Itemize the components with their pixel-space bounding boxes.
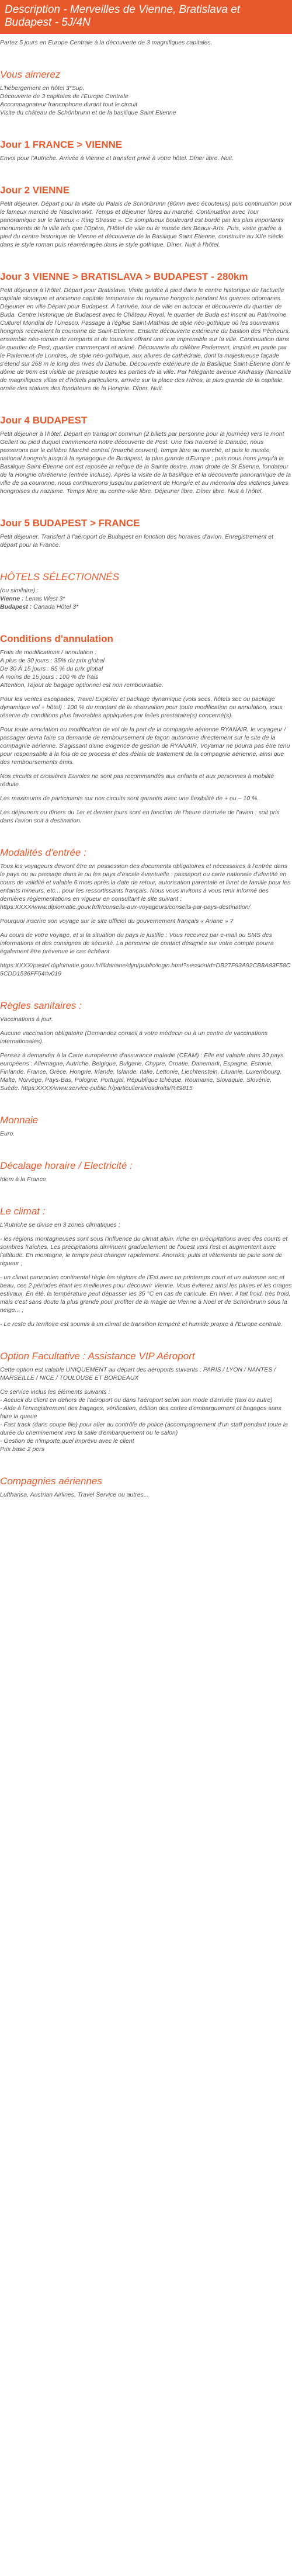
day-heading-2: Jour 2 VIENNE [0,185,70,196]
page-title: Description - Merveilles de Vienne, Bratislava et Budapest - 5J/4N [5,4,241,29]
intro-text: Partez 5 jours en Europe Centrale à la découverte de 3 magnifiques capitales. [0,39,213,46]
health-paragraph: Pensez à demander à la Carte européenne d'assurance maladie (CEAM) : Elle est valable dans 30 pays européens : Allemagne, Autriche, Belgique, Bulgarie, Chypre, Croatie, Danemark, Espagne, Estonie, Finlande, France, Grèce, Hongrie, Irlande, Islande, Italie, Lettonie, Liechtenstein, Lituanie, Luxembourg, Malte, Norvège, Pays-Bas, Pologne, Portugal, République tchèque, Roumanie, Slovaquie, Slovénie, Suède. https:XXXX/www.service-public.fr/particuliers/vosdroits/R49815 [0,1052,284,1092]
vip-service-item: - Accueil du client en dehors de l'aéroport ou dans l'aéroport selon son mode d'arrivée (taxi ou autre) [0,1397,273,1404]
fee-line: A plus de 30 jours : 35% du prix global [0,657,105,664]
cancellation-paragraph: Nos circuits et croisières Euvoles ne sont pas recommandés aux enfants et aux personnes à mobilité réduite. [0,773,274,788]
day-text-5: Petit déjeuner. Transfert à l'aéroport de Budapest en fonction des horaires d'avion. Enregistrement et départ pour la France. [0,533,274,548]
cancellation-fees [0,648,292,689]
climate-paragraph: - un climat pannonien continental règle les régions de l'Est avec un printemps court et un automne sec et beau, ces 2 périodes étant les meilleures pour découvrir Vienne. Vous éviterez ainsi les pluies et les orages estivaux. En été, la température peut dépasser les 35 °C en cas de canicule. En hiver, il fait froid, très froid, mais c'est sans doute la plus grande pour profiter de la magie de Vienne à Noël et de Schönbrunn sous la neige... ; [0,1274,292,1314]
cancellation-paragraph: Les maximums de participants sur nos circuits sont garantis avec une flexibilité de + ou – 10 %. [0,795,259,802]
vip-paragraph: Cette option est valable UNIQUEMENT au départ des aéroports suivants : PARIS / LYON / NANTES / MARSEILLE / NICE / TOULOUSE ET BORDEAUX [0,1366,276,1381]
day-text-2: Petit déjeuner. Départ pour la visite du Palais de Schönbrunn (60mn avec écouteurs) puis continuation pour le fameux marché de Naschmarkt. Temps et déjeuner libres au marché. Continuation avec Tour panoramique sur le fameux « Ring Strasse ». Ce somptueux boulevard est bordé par les plus importants monuments de la ville tels que l'Opéra, l'Hôtel de ville ou le musée des Beaux-Arts. Puis, visite guidée à pied du centre historique de Vienne et découverte de la Basilique Saint Etienne, construite au XIIe siècle dans le style roman puis réaménagée dans le style gothique. Dîner. Nuit à l'hôtel. [0,200,292,248]
section-heading-climat: Le climat : [0,1206,46,1217]
timezone-text: Idem à la France [0,1176,46,1183]
day-text-3: Petit déjeuner à l'hôtel. Départ pour Bratislava. Visite guidée à pied dans le centre historique de l'actuelle capitale slovaque et ancienne capitale temporaire du royaume hongrois pendant les guerres ottomanes. Déjeuner en ville Départ pour Budapest. À l'arrivée, tour de ville en autocar et découverte du quartier de Buda. Centre historique de Budapest avec le Château Royal, le quartier de Buda est inscrit au Patrimoine Culturel Mondial de l'Unesco. Passage à l'église Saint-Mathias de style néo-gothique où les souverains hongrois recevaient la couronne de Saint-Etienne. Ensuite découverte extérieure du bastion des Pêcheurs, ensemble néo-roman de remparts et de tourelles offrant une vue imprenable sur la ville. Continuation dans le quartier de Pest, quartier commerçant et animé. Découverte du célèbre Parlement, inspiré en partie par le Parlement de Londres, de style néo-gothique, aux allures de cathédrale, dont la majestueuse façade s'étend sur 268 m le long des rives du Danube. Découverte extérieure de la Basilique Saint-Étienne dont le dôme de 96m est visible de presque toutes les parties de la ville. Par l'élégante avenue Andrassy (fiancaille de magnifiques villas et d'hôtels particuliers, arrivée sur la place des Héros, la plus grande de la capitale, ornée des statues des fondateurs de la Hongrie. Dîner. Nuit. [0,287,291,392]
health-paragraph: Vaccinations à jour. [0,1016,53,1023]
fee-line: Frais de modifications / annulation : [0,649,97,656]
climate-paragraph: - les régions montagneuses sont sous l'influence du climat alpin, riche en précipitations avec des courts et sombres fraîches. Les précipitations diminuent graduellement de l'ouest vers l'est et augmentent avec l'altitude. En montagne, le temps peut changer rapidement. Anoraks, pulls et vêtements de pluie sont de rigueur ; [0,1235,288,1267]
hotel-name: Lenas West 3* [25,595,65,602]
cancellation-paragraph: Les déjeuners ou dîners du 1er et dernier jours sont en fonction de l'heure d'arrivée de l'avion : soit pris dans l'avion soit à destination. [0,809,280,824]
section-heading-vip: Option Facultative : Assistance VIP Aéroport [0,1351,195,1362]
entry-paragraph: https:XXXX/pastel.diplomatie.gouv.fr/fildariane/dyn/public/login.html?sessionId=DB27F93A92CB8A83F58C5CDD1536FF54#v019 [0,962,291,977]
health-paragraph: Aucune vaccination obligatoire (Demandez conseil à votre médecin ou à un centre de vaccinations internationales). [0,1030,268,1045]
day-heading-5: Jour 5 BUDAPEST > FRANCE [0,518,140,529]
hotels-note: (ou similaire) : [0,587,39,594]
highlights-list [0,84,292,117]
day-heading-1: Jour 1 FRANCE > VIENNE [0,139,123,150]
hotel-name: Canada Hôtel 3* [33,603,79,610]
highlight-item: L'hébergement en hôtel 3*Sup. [0,85,85,92]
title-banner [0,0,292,34]
vip-price: Prix base 2 pers [0,1446,44,1453]
vip-services-intro: Ce service inclus les éléments suivants : [0,1388,110,1395]
climate-paragraph: L'Autriche se divise en 3 zones climatiques : [0,1221,120,1228]
vip-service-item: - Aide à l'enregistrement des bagages, vérification, édition des cartes d'embarquement et bagages sans faire la queue [0,1405,281,1420]
airlines-text: Lufthansa, Austrian Airlines, Travel Service ou autres... [0,1491,149,1498]
day-text-4: Petit déjeuner à l'hôtel. Départ en transport commun (2 billets par personne pour la journée) vers le mont Gellert ou pied duquel commencera notre découverte de Pest. Une fois traversé le Danube, nous passerons par le célèbre Marché central (marché couvert), temps libre au marché, et puis le musée national hongrois jusqu'à la synagogue de Budapest, la plus grande d'Europe ; puis nous irons jusqu'à la Basilique Saint-Étienne ont est reposée la relique de la Sainte dextre, main droite de St Étienne, fondateur de la Hongrie chrétienne (entrée incluse). Après la visite de la basilique et la découverte panoramique de la ville de sa couronne, nous continuerons jusqu'au parlement de Hongrie et au mémorial des victimes juives hongroises du nazisme. Temps libre au centre-ville libre. Déjeuner libre. Dîner libre. Nuit à l'hôtel. [0,431,291,495]
section-heading-annulation: Conditions d'annulation [0,633,113,644]
section-heading-decalage: Décalage horaire / Electricité : [0,1160,133,1171]
vip-services [0,1388,292,1453]
vip-service-item: - Gestion de n'importe quel imprévu avec le client [0,1438,134,1445]
description-content [0,39,292,1499]
currency-text: Euro. [0,1130,15,1137]
climate-paragraph: - Le reste du territoire est soumis à un climat de transition tempéré et humide propre à l'Europe centrale. [0,1321,283,1328]
section-heading-compagnies: Compagnies aériennes [0,1476,102,1487]
fee-line: Attention, l'ajout de bagage optionnel est non remboursable. [0,682,164,689]
day-heading-4: Jour 4 BUDAPEST [0,415,88,426]
section-heading-vous-aimerez: Vous aimerez [0,69,61,80]
hotel-vienne [0,595,292,603]
hotels-list [0,586,292,611]
entry-paragraph: Tous les voyageurs devront être en possession des documents obligatoires et nécessaires à l'entrée dans le pays ou au passage dans le ou les pays d'escale éventuelle : passeport ou carte nationale d'identité en cours de validité et valable 6 mois après la date de retour, autorisation parentale et livret de famille pour les enfants mineurs, etc... pour les ressortissants français. Nous vous invitons à vous tenir informé des dernières réglementations en vigueur en consultant le site suivant : https:XXXX/www.diplomatie.gouv.fr/fr/conseils-aux-voyageurs/conseils-par-pays-destination/ [0,863,291,911]
highlight-item: Accompagnateur francophone durant tout le circuit [0,101,138,108]
hotel-city-label: Budapest : [0,603,34,610]
day-heading-3: Jour 3 VIENNE > BRATISLAVA > BUDAPEST - 280km [0,271,248,282]
hotel-city-label: Vienne : [0,595,26,602]
section-heading-modalites: Modalités d'entrée : [0,847,86,858]
cancellation-paragraph: Pour les ventes escapades, Travel Explorer et package dynamique (vols secs, hôtels sec ou package dynamique vol + hôtel) : 100 % du montant de la réservation pour toute modification ou annulation, sous réserve de conditions plus favorables appliquées par le/les prestataire(s) concerné(s). [0,696,283,719]
cancellation-paragraph: Pour toute annulation ou modification de vol de la part de la compagnie aérienne RYANAIR, le voyageur / passager devra faire sa demande de remboursement de façon autonome directement sur le site de la compagnie aérienne. S'agissant d'une exigence de gestion de RYANAIR, Voyamar ne pourra pas être tenu pour responsable à la fois de ce process et des délais de traitement de la compagnie aérienne, ainsi que des remboursements émis. [0,726,290,766]
entry-paragraph: Au cours de votre voyage, et si la situation du pays le justifie : Vous recevrez par e-mail ou SMS des informations et des consignes de sécurité. La personne de contact désignée sur votre compte pourra également être prévenue le cas échéant. [0,932,274,955]
section-heading-monnaie: Monnaie [0,1115,39,1126]
fee-line: De 30 À 15 jours : 85 % du prix global [0,665,103,672]
entry-paragraph: Pourquoi inscrire son voyage sur le site officiel du gouvernement français « Ariane » ? [0,918,234,925]
day-text-1: Envol pour l'Autriche. Arrivée à Vienne et transfert privé à votre hôtel. Dîner libre. Nuit. [0,155,234,162]
hotel-budapest [0,603,292,611]
vip-service-item: - Fast track (dans coupe file) pour aller au contrôle de police (accompagnement d'un staff pendant toute la durée du cheminement vers la salle d'embarquement ou le salon) [0,1421,288,1436]
fee-line: A moins de 15 jours : 100 % de frais [0,673,99,681]
highlight-item: Découverte de 3 capitales de l'Europe Centrale [0,93,128,100]
section-heading-sante: Règles sanitaires : [0,1000,82,1011]
highlight-item: Visite du château de Schönbrunn et de la basilique Saint Etienne [0,109,176,116]
section-heading-hotels: HÔTELS SÉLECTIONNÉS [0,571,120,582]
